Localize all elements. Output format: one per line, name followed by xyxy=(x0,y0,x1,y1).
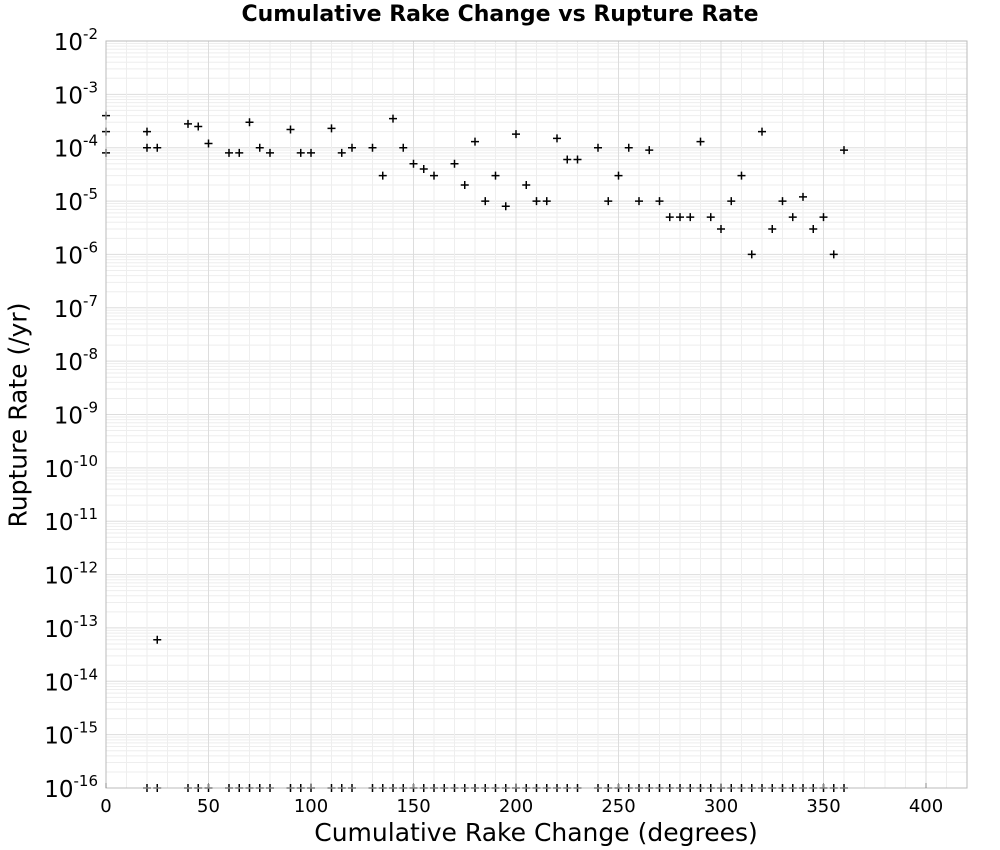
x-tick-label: 400 xyxy=(908,796,944,817)
y-tick-label: $10^{-8}$ xyxy=(53,345,98,377)
y-tick-label: $10^{-14}$ xyxy=(44,665,98,697)
y-tick-label: $10^{-7}$ xyxy=(53,291,98,323)
chart-title: Cumulative Rake Change vs Rupture Rate xyxy=(241,2,759,27)
y-tick-label: $10^{-5}$ xyxy=(53,185,98,217)
x-tick-label: 150 xyxy=(396,796,431,817)
x-tick-label: 300 xyxy=(703,796,739,817)
y-axis-ticks xyxy=(44,25,98,803)
y-tick-label: $10^{-2}$ xyxy=(53,25,98,56)
y-tick-label: $10^{-15}$ xyxy=(44,718,98,750)
y-tick-label: $10^{-12}$ xyxy=(44,558,98,590)
y-tick-label: $10^{-9}$ xyxy=(53,398,98,430)
x-tick-label: 0 xyxy=(100,796,112,817)
y-tick-label: $10^{-16}$ xyxy=(44,772,98,803)
y-tick-label: $10^{-13}$ xyxy=(44,611,98,643)
y-tick-label: $10^{-6}$ xyxy=(53,238,98,270)
y-tick-label: $10^{-10}$ xyxy=(44,451,98,483)
x-tick-label: 200 xyxy=(498,796,534,817)
y-tick-label: $10^{-3}$ xyxy=(53,78,98,110)
y-tick-label: $10^{-4}$ xyxy=(53,131,98,163)
x-axis-label: Cumulative Rake Change (degrees) xyxy=(314,818,758,847)
x-tick-label: 250 xyxy=(601,796,636,817)
y-tick-label: $10^{-11}$ xyxy=(44,505,98,537)
x-tick-label: 50 xyxy=(197,796,220,817)
x-tick-label: 100 xyxy=(293,796,329,817)
x-tick-label: 350 xyxy=(806,796,841,817)
y-axis-label: Rupture Rate (/yr) xyxy=(3,302,33,528)
